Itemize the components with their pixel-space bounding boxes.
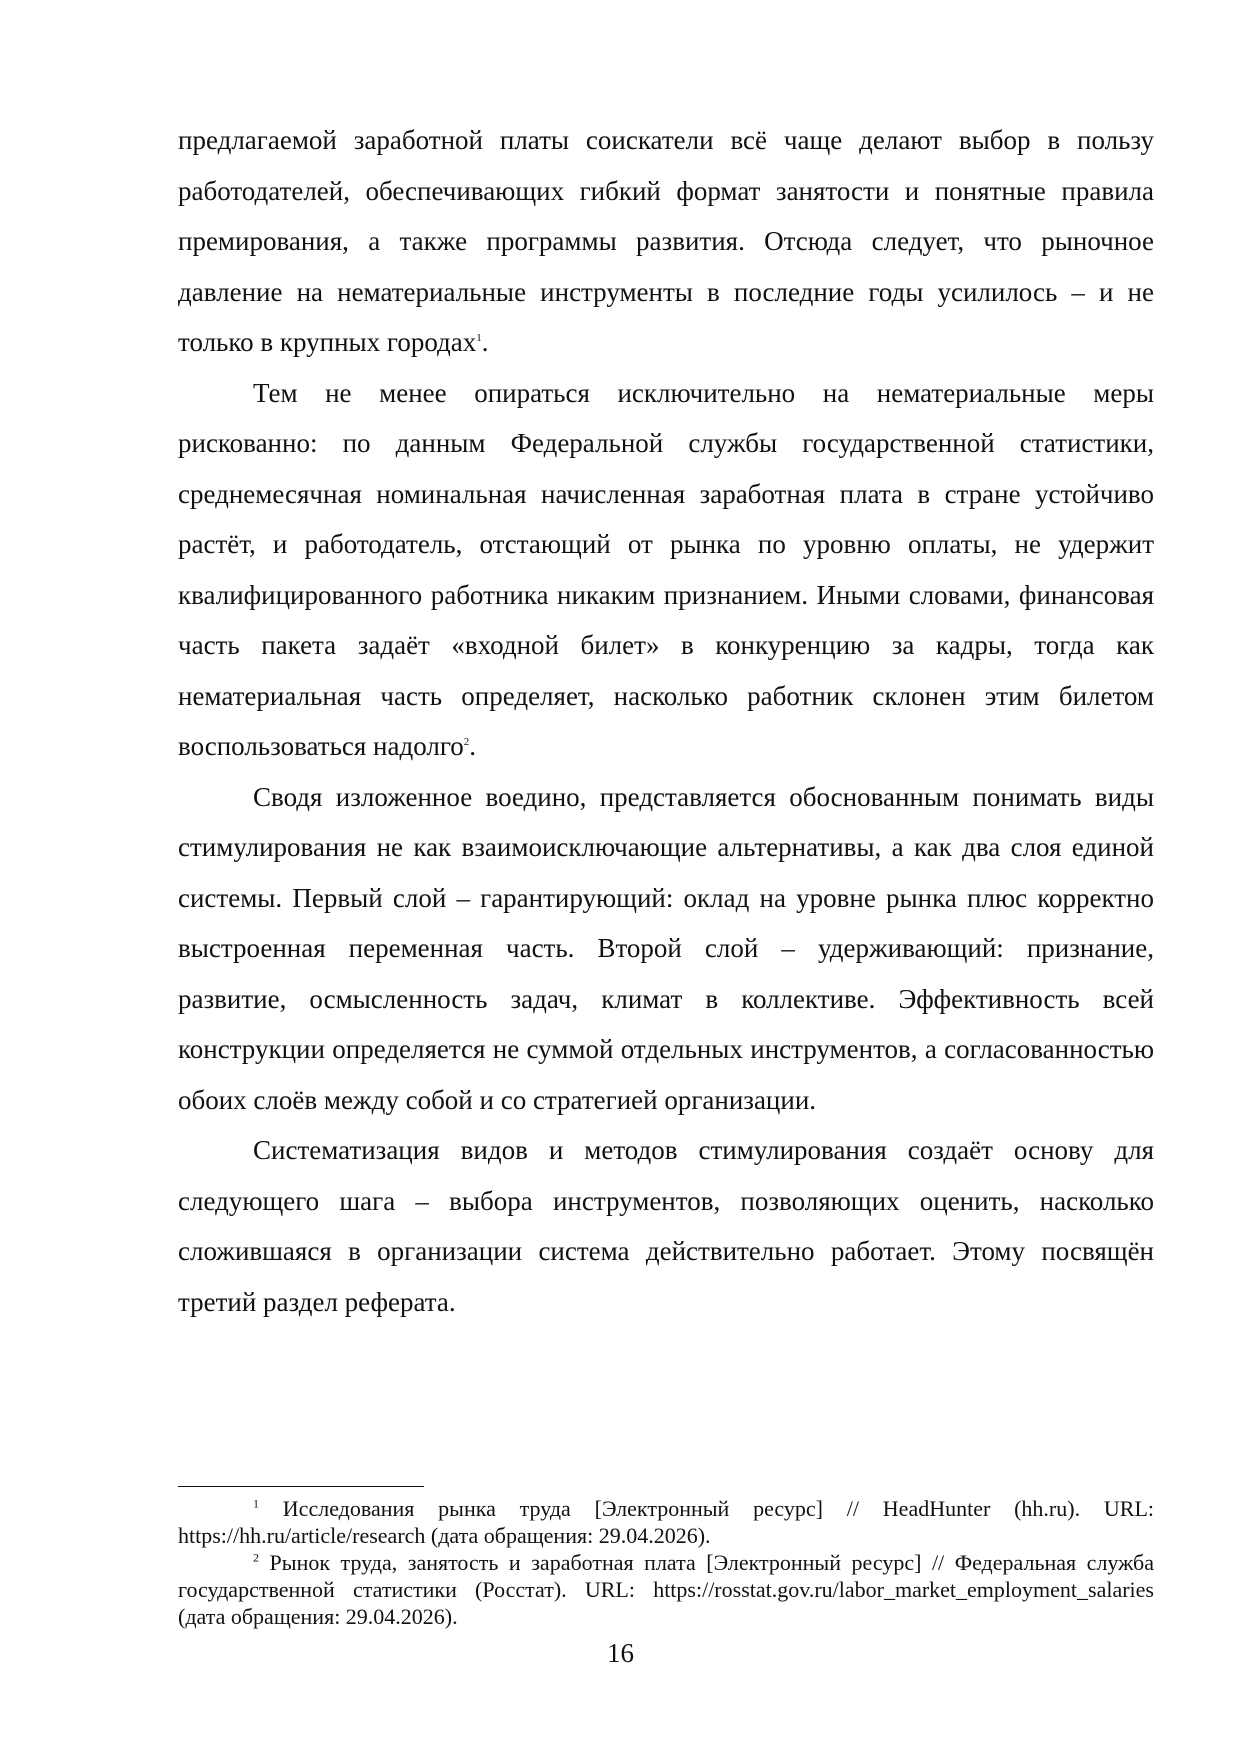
footnote-reference[interactable]: 2 xyxy=(463,736,470,748)
footnote xyxy=(178,1495,1154,1549)
paragraph-text: Тем не менее опираться исключительно на нематериальные меры рискованно: по данным Федеральной службы государственной статистики, среднемесячная номинальная начисленная заработная плата в стране устойчиво растёт, и работодатель, отстающий от рынка по уровню оплаты, не удержит квалифицированного работника никаким признанием. Иными словами, финансовая часть пакета задаёт «входной билет» в конкуренцию за кадры, тогда как нематериальная часть определяет, насколько работник склонен этим билетом воспользоваться надолго xyxy=(178,377,1154,761)
body-text xyxy=(178,115,1154,1327)
page-number: 16 xyxy=(607,1638,634,1668)
footnote-text: Рынок труда, занятость и заработная плата [Электронный ресурс] // Федеральная служба государственной статистики (Росстат). URL: https://rosstat.gov.ru/labor_market_employment_salaries (дата обращения: 29.04.2026). xyxy=(178,1550,1155,1629)
paragraph-continuation xyxy=(178,115,1154,368)
footnote-mark: 2 xyxy=(253,1550,259,1565)
paragraph-text: предлагаемой заработной платы соискатели всё чаще делают выбор в пользу работодателей, обеспечивающих гибкий формат занятости и понятные правила премирования, а также программы развития. Отсюда следует, что рыночное давление на нематериальные инструменты в последние годы усилилось – и не только в крупных городах xyxy=(178,125,1154,357)
paragraph-tail: . xyxy=(481,327,489,357)
footnote-text: Исследования рынка труда [Электронный ресурс] // HeadHunter (hh.ru). URL: https://hh.ru/article/research (дата обращения: 29.04.2026). xyxy=(178,1496,1154,1548)
paragraph xyxy=(178,368,1154,772)
paragraph xyxy=(178,1125,1154,1327)
footnote-reference[interactable]: 1 xyxy=(476,332,482,344)
paragraph-text: Систематизация видов и методов стимулирования создаёт основу для следующего шага – выбора инструментов, позволяющих оценить, насколько сложившаяся в организации система действительно работает. Этому посвящён третий раздел реферата. xyxy=(178,1135,1154,1317)
footnote xyxy=(178,1549,1154,1630)
paragraph xyxy=(178,772,1154,1126)
paragraph-text: Сводя изложенное воедино, представляется обоснованным понимать виды стимулирования не как взаимоисключающие альтернативы, а как два слоя единой системы. Первый слой – гарантирующий: оклад на уровне рынка плюс корректно выстроенная переменная часть. Второй слой – удерживающий: признание, развитие, осмысленность задач, климат в коллективе. Эффективность всей конструкции определяется не суммой отдельных инструментов, а согласованностью обоих слоёв между собой и со стратегией организации. xyxy=(178,781,1154,1115)
footnotes xyxy=(178,1495,1154,1630)
paragraph-tail: . xyxy=(469,731,476,761)
footnote-mark: 1 xyxy=(253,1496,259,1511)
footnote-divider xyxy=(178,1486,424,1487)
